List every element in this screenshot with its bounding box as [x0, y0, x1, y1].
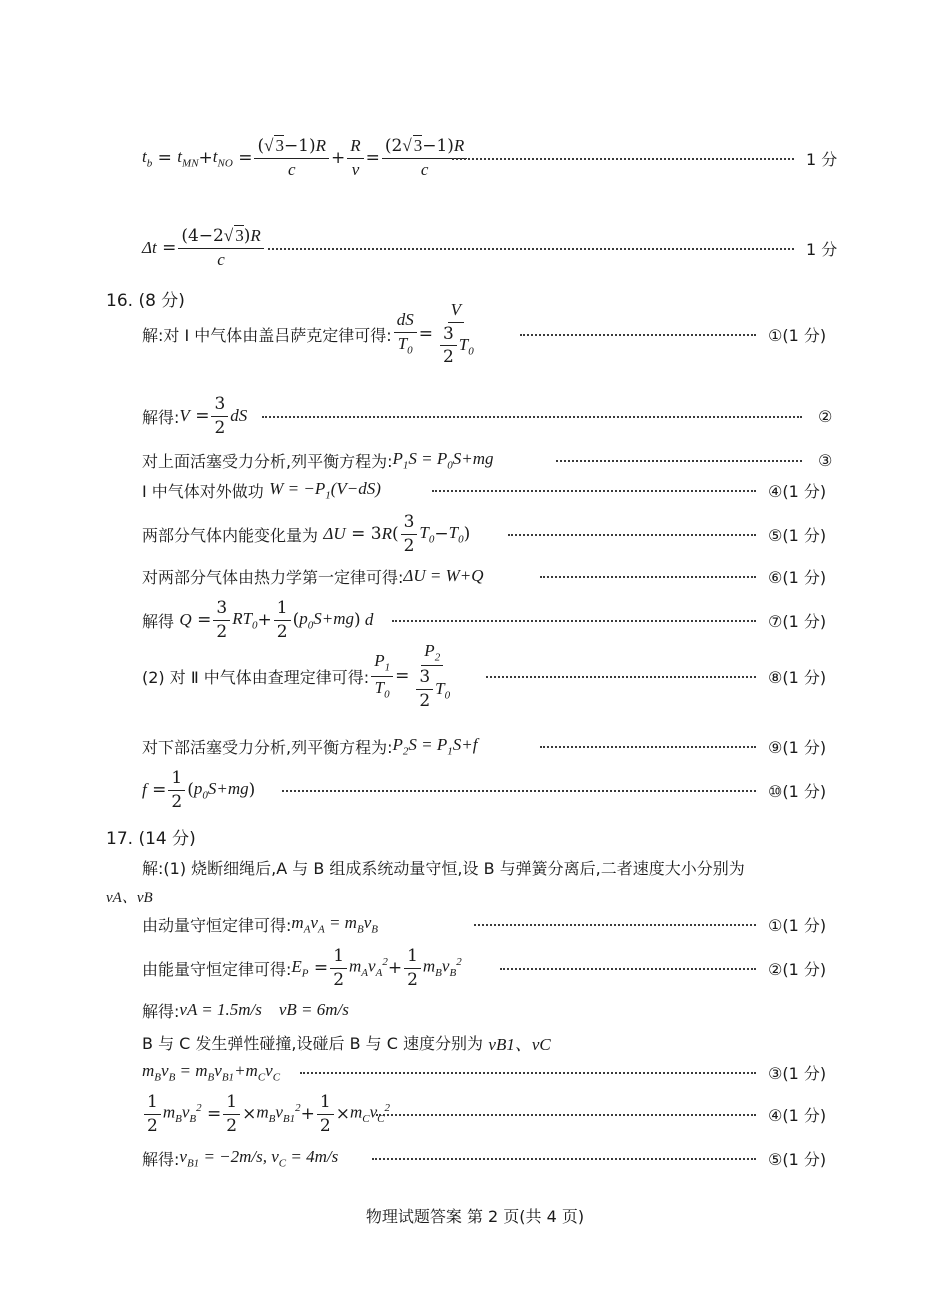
score-mark: ④(1 分)	[768, 1105, 827, 1125]
dot-leader	[520, 334, 756, 336]
score-mark: ⑦(1 分)	[768, 611, 827, 631]
dot-leader	[500, 968, 756, 970]
dot-leader	[392, 620, 756, 622]
formula: ΔU = W+Q	[403, 566, 484, 585]
formula: $W = -P_1(V-dS)$	[269, 478, 381, 502]
score-mark: 1 分	[806, 239, 838, 259]
q16-row-7	[0, 590, 950, 650]
score-mark: ⑤(1 分)	[768, 1149, 827, 1169]
formula: Q = $\frac{3}{2}$ $RT_0$ + $\frac{1}{2}$ ( $p_0S+mg$ ) d	[179, 597, 374, 642]
formula: $m_Bv_B = m_Bv_{B1}+m_Cv_C$	[142, 1060, 281, 1084]
q16-row-10	[0, 760, 950, 820]
q16-row-8	[0, 640, 950, 711]
row-label: 解得:	[142, 1001, 180, 1021]
formula-tb: $t_b$ = $t_{MN}$ + $t_{NO}$ = $\frac{(√ 3-1)R}{c}$ + $\frac{R}{v}$ = $\frac{(2√ 3-1)R}{c}$	[142, 128, 469, 188]
dot-leader	[508, 534, 756, 536]
row-label: 对下部活塞受力分析,列平衡方程为:	[142, 737, 393, 757]
score-mark: ②	[818, 406, 833, 426]
row-label: (2) 对 Ⅱ 中气体由查理定律可得:	[142, 667, 370, 687]
score-mark: ④(1 分)	[768, 481, 827, 501]
dot-leader	[376, 1114, 756, 1116]
dot-leader	[372, 1158, 756, 1160]
formula: $E_P$ = $\frac{1}{2}$ $m_Av_A^2$ + $\frac{1}{2}$ $m_Bv_B^2$	[291, 945, 462, 990]
dot-leader	[300, 1072, 756, 1074]
score-mark: ②(1 分)	[768, 959, 827, 979]
row-label: 由动量守恒定律可得:	[142, 915, 292, 935]
score-mark: ⑩(1 分)	[768, 781, 827, 801]
row-label: 对上面活塞受力分析,列平衡方程为:	[142, 451, 393, 471]
score-mark: ⑥(1 分)	[768, 567, 827, 587]
formula: $m_Av_A = m_Bv_B$	[291, 912, 378, 936]
score-mark: ③	[818, 450, 833, 470]
row-label: 解:对 Ⅰ 中气体由盖吕萨克定律可得:	[142, 325, 392, 345]
formula: ΔU = 3 R ( $\frac{3}{2}$ $T_0$ − $T_0$ )	[323, 511, 471, 556]
score-mark: ⑤(1 分)	[768, 525, 827, 545]
q17-intro: 解:(1) 烧断细绳后,A 与 B 组成系统动量守恒,设 B 与弹簧分离后,二者速度大小分别为	[142, 859, 745, 878]
formula: V = $\frac{3}{2}$ dS	[179, 393, 248, 438]
row-label: 解得:	[142, 1149, 180, 1169]
formula-dt: Δt = $\frac{(4-2√ 3)R}{c}$	[142, 218, 266, 278]
score-mark: ③(1 分)	[768, 1063, 827, 1083]
formula: vA = 1.5m/s vB = 6m/s	[179, 1000, 349, 1019]
dot-leader	[486, 676, 756, 678]
answer-line-tb	[0, 128, 950, 188]
row-label: B 与 C 发生弹性碰撞,设碰后 B 与 C 速度分别为	[142, 1033, 483, 1053]
q17-intro-cont: vA、vB	[106, 890, 153, 906]
row-label: 由能量守恒定律可得:	[142, 959, 292, 979]
score-mark: ⑧(1 分)	[768, 667, 827, 687]
dot-leader	[432, 490, 756, 492]
score-mark: ⑨(1 分)	[768, 737, 827, 757]
formula: $P_1S = P_0S+mg$	[392, 448, 494, 472]
score-mark: ①(1 分)	[768, 915, 827, 935]
question-16-title: 16. (8 分)	[106, 291, 185, 311]
answer-line-dt	[0, 218, 950, 278]
formula: vB1、vC	[488, 1034, 551, 1054]
dot-leader	[540, 746, 756, 748]
row-label: 两部分气体内能变化量为	[142, 525, 319, 545]
dot-leader	[452, 158, 794, 160]
formula: $\frac{dS}{T_0}$ = V $\frac{3}{2}$ $T_0$	[392, 301, 479, 367]
formula: $\frac{P_1}{T_0}$ = $P_2$ $\frac{3}{2}$ $T_0$	[369, 642, 455, 711]
question-17-title: 17. (14 分)	[106, 829, 196, 849]
formula: $v_{B1} = -2m/s$, $v_C = 4m/s$	[179, 1146, 339, 1170]
dot-leader	[262, 416, 802, 418]
score-mark: 1 分	[806, 149, 838, 169]
row-label: 对两部分气体由热力学第一定律可得:	[142, 567, 404, 587]
score-mark: ①(1 分)	[768, 325, 827, 345]
dot-leader	[540, 576, 756, 578]
dot-leader	[474, 924, 756, 926]
row-label: 解得	[142, 611, 175, 631]
dot-leader	[268, 248, 794, 250]
formula: f = $\frac{1}{2}$ ( $p_0S+mg$ )	[142, 767, 256, 812]
q17-row-7	[0, 1128, 950, 1188]
formula: $\frac{1}{2}$ $m_Bv_B^2$ = $\frac{1}{2}$ × $m_Bv_{B1}^2$ + $\frac{1}{2}$ × $m_Cv_C^2$	[142, 1093, 390, 1135]
dot-leader	[282, 790, 756, 792]
formula: $P_2S = P_1S+f$	[392, 734, 478, 758]
page-footer: 物理试题答案 第 2 页(共 4 页)	[365, 1207, 585, 1226]
row-label: 解得:	[142, 407, 180, 427]
row-label: Ⅰ 中气体对外做功	[142, 481, 264, 501]
